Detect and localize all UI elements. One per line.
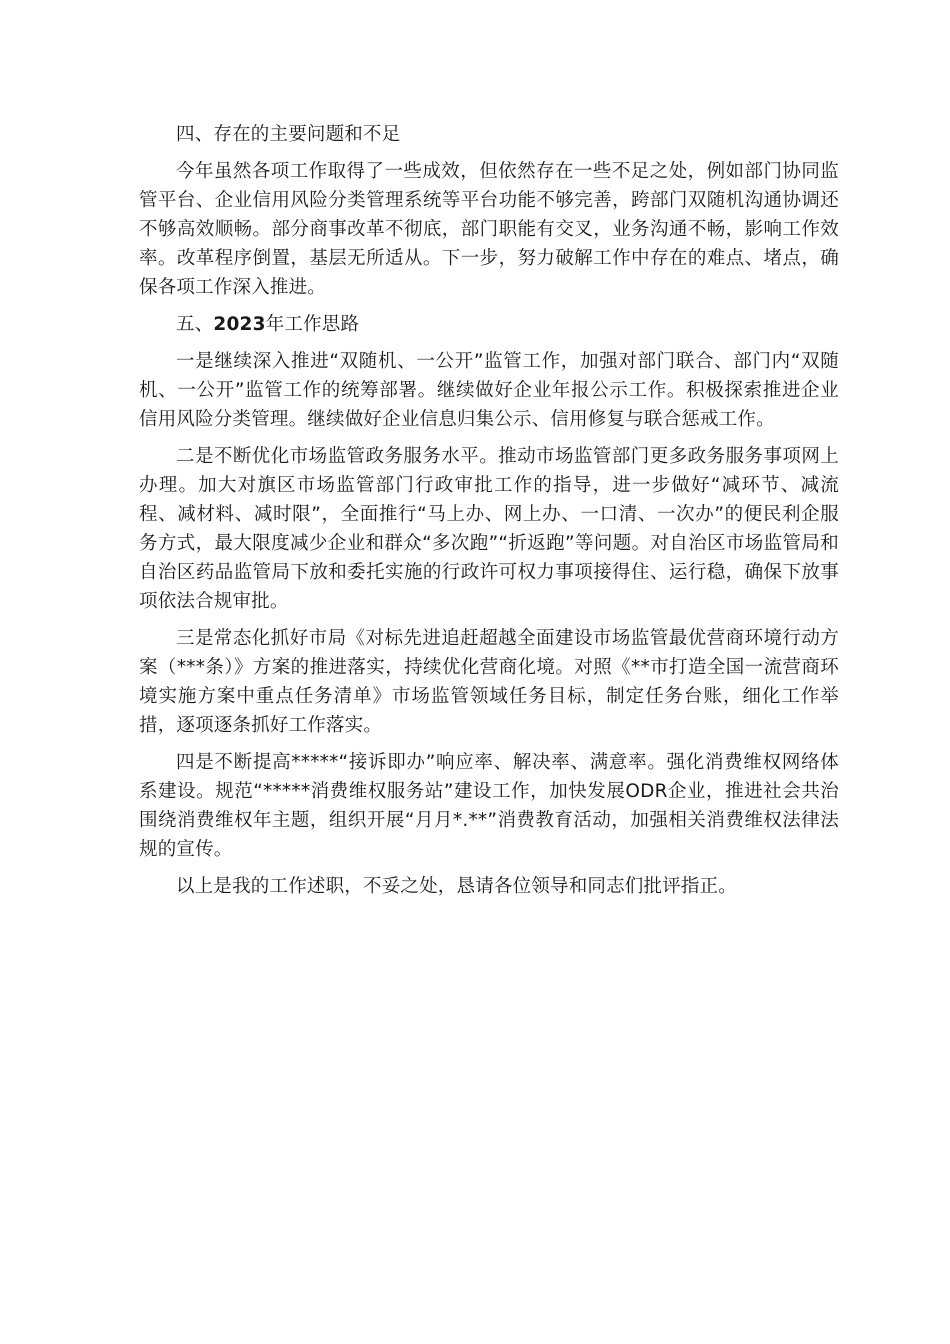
section-4-heading: 四、存在的主要问题和不足 <box>176 124 401 145</box>
section-5-heading-prefix: 五、 <box>176 314 214 335</box>
section-5-item-4: 四是不断提高*****“接诉即办”响应率、解决率、满意率。强化消费维权网络体系建设。规范“*****消费维权服务站”建设工作，加快发展ODR企业，推进社会共治围绕消费维权年主题，组织开展“月月*.**”消费教育活动，加强相关消费维权法律法规的宣传。 <box>139 752 839 860</box>
section-5-item-3: 三是常态化抓好市局《对标先进追赶超越全面建设市场监管最优营商环境行动方案（***条）》方案的推进落实，持续优化营商化境。对照《**市打造全国一流营商环境实施方案中重点任务清单》市场监管领域任务目标，制定任务台账，细化工作举措，逐项逐条抓好工作落实。 <box>139 628 839 736</box>
section-4-paragraph: 今年虽然各项工作取得了一些成效，但依然存在一些不足之处，例如部门协同监管平台、企业信用风险分类管理系统等平台功能不够完善，跨部门双随机沟通协调还不够高效顺畅。部分商事改革不彻底，部门职能有交叉，业务沟通不畅，影响工作效率。改革程序倒置，基层无所适从。下一步，努力破解工作中存在的难点、堵点，确保各项工作深入推进。 <box>139 161 839 298</box>
section-5-item-2: 二是不断优化市场监管政务服务水平。推动市场监管部门更多政务服务事项网上办理。加大对旗区市场监管部门行政审批工作的指导，进一步做好“减环节、减流程、减材料、减时限”，全面推行“马上办、网上办、一口清、一次办”的便民利企服务方式，最大限度减少企业和群众“多次跑”“折返跑”等问题。对自治区市场监管局和自治区药品监管局下放和委托实施的行政许可权力事项接得住、运行稳，确保下放事项依法合规审批。 <box>139 446 839 612</box>
section-5-item-1: 一是继续深入推进“双随机、一公开”监管工作，加强对部门联合、部门内“双随机、一公开”监管工作的统筹部署。继续做好企业年报公示工作。积极探索推进企业信用风险分类管理。继续做好企业信息归集公示、信用修复与联合惩戒工作。 <box>139 351 839 430</box>
closing-paragraph: 以上是我的工作述职，不妥之处，恳请各位领导和同志们批评指正。 <box>176 876 738 897</box>
section-5-heading-suffix: 年工作思路 <box>265 314 360 335</box>
section-5-heading-year: 2023 <box>213 314 266 335</box>
section-5-heading <box>139 310 839 339</box>
document-body <box>139 120 839 909</box>
